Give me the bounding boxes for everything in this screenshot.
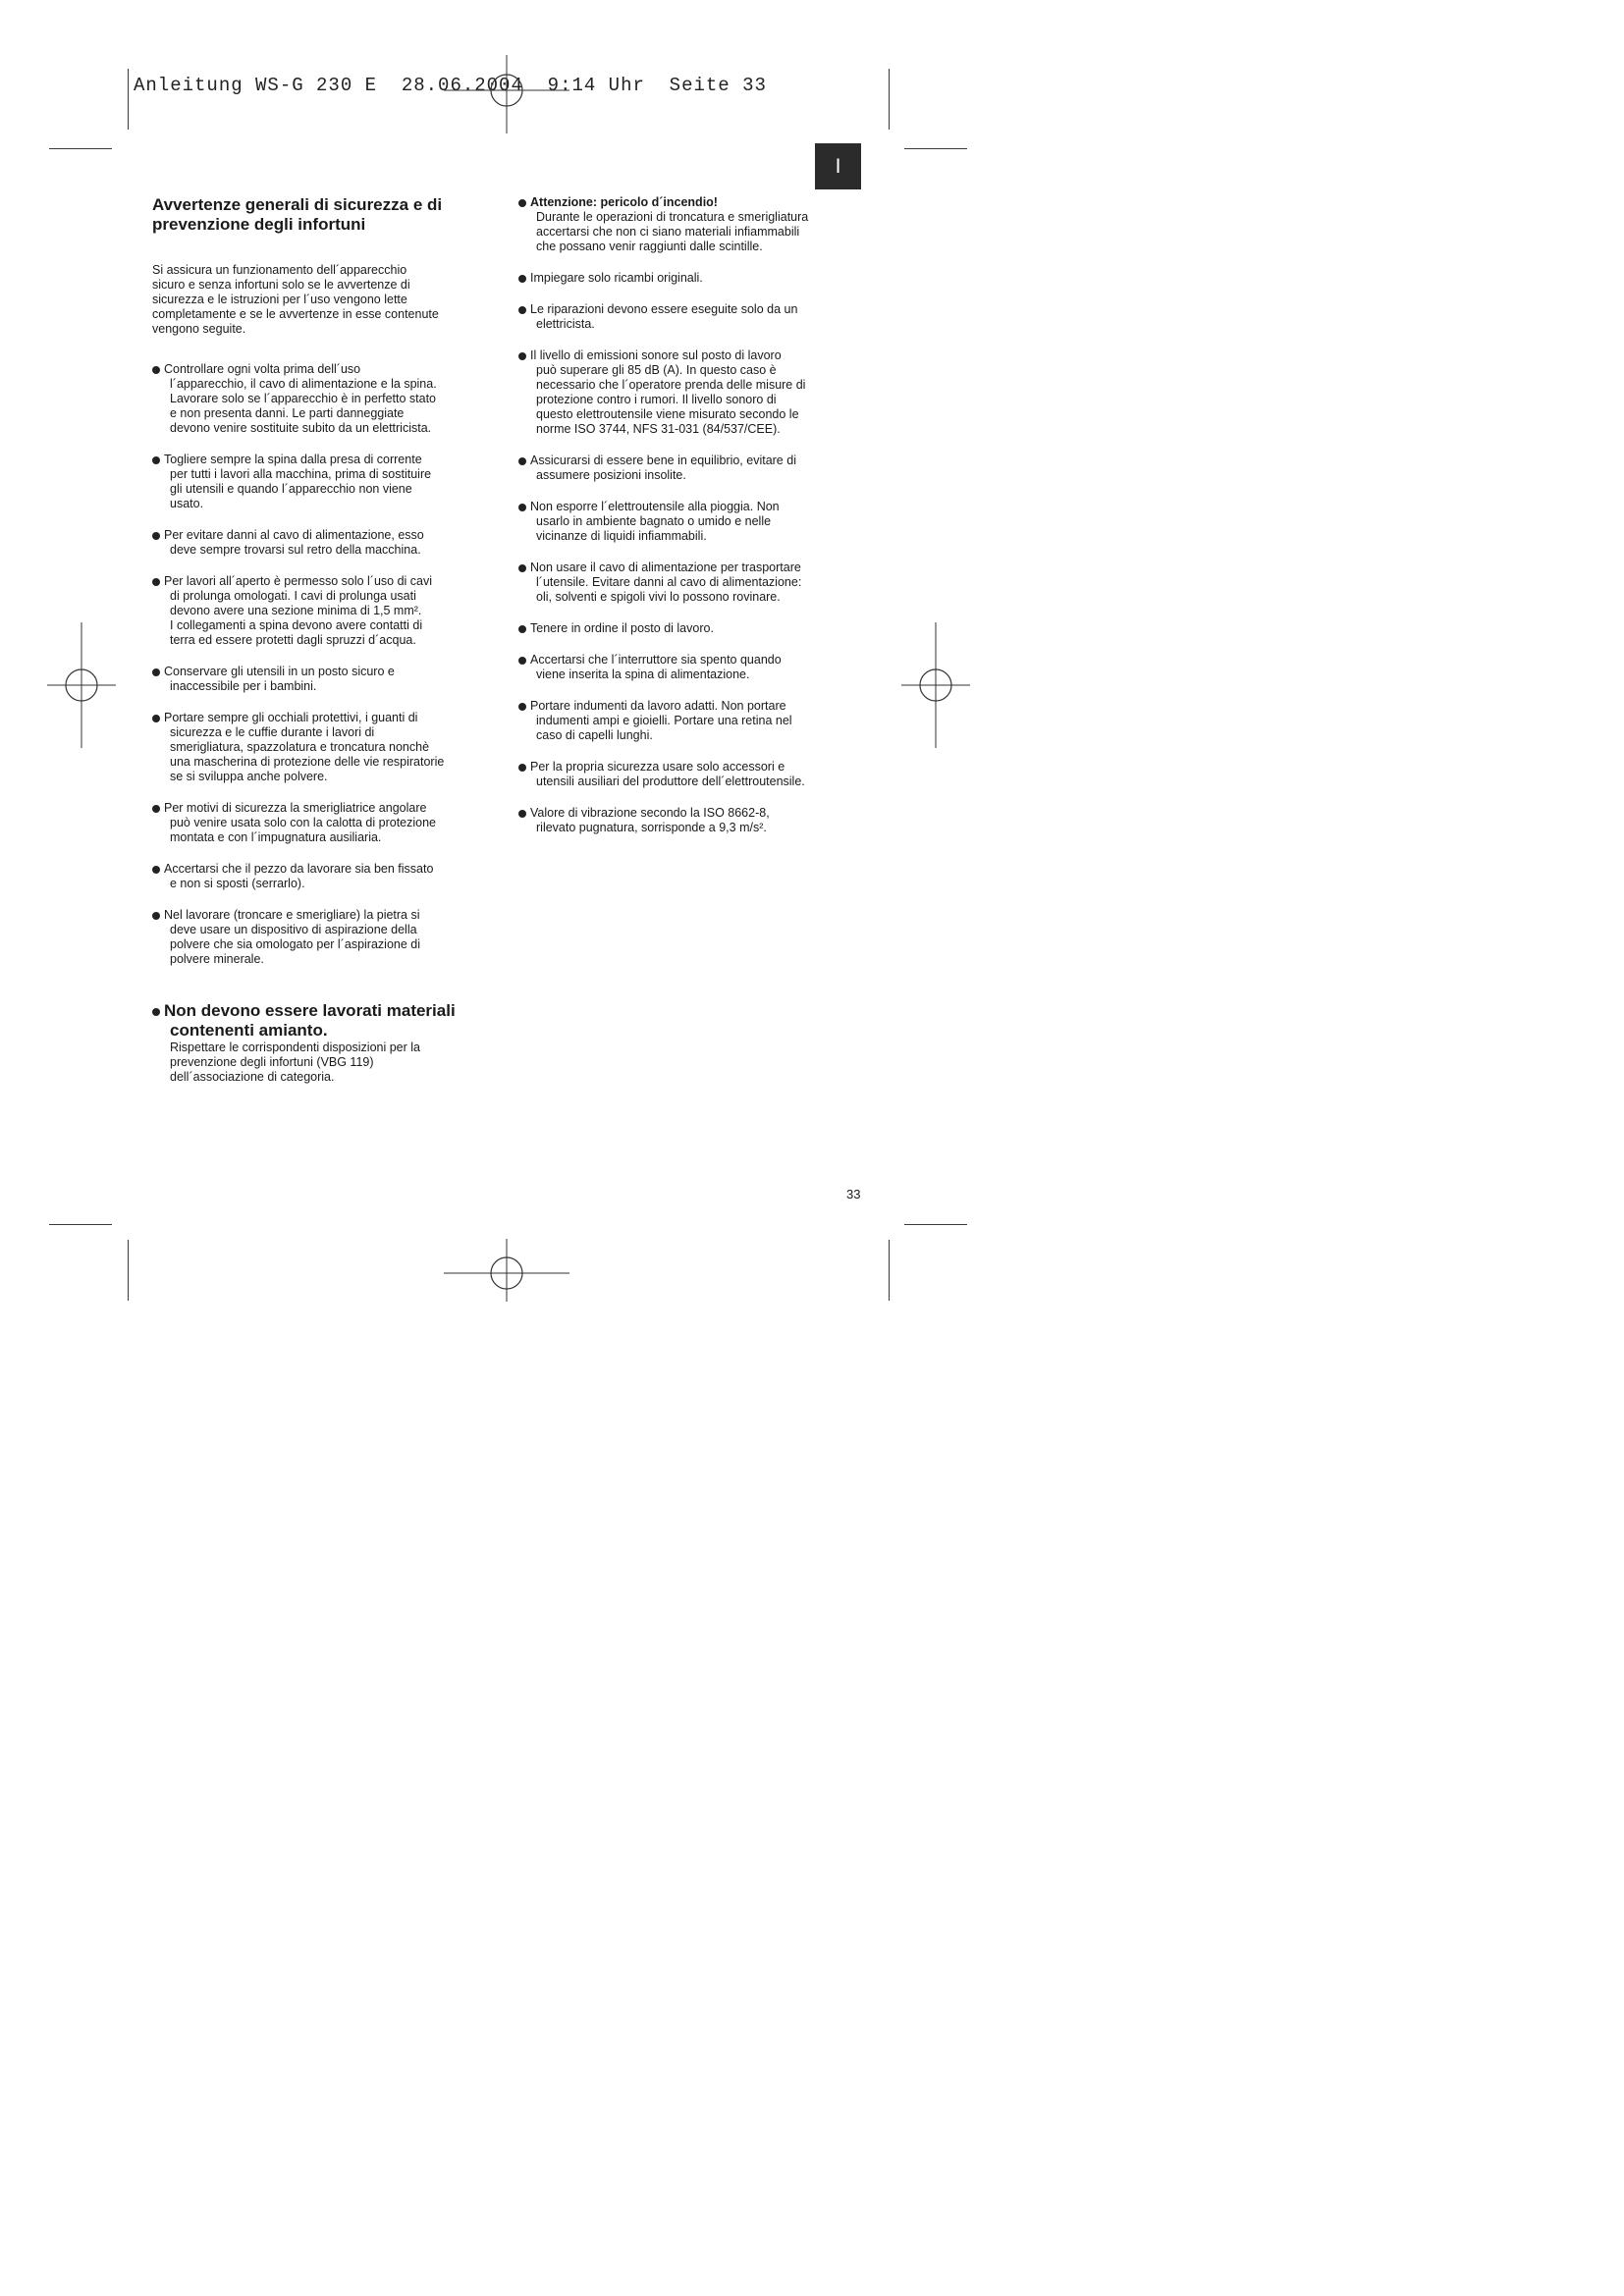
bullet-item-line: e non presenta danni. Le parti danneggiate (170, 406, 405, 420)
bullet-item-line: vicinanze di liquidi infiammabili. (536, 529, 707, 543)
bullet-icon (518, 564, 526, 572)
asbestos-notice-text (164, 1041, 498, 1085)
bullet-item-line: devono avere una sezione minima di 1,5 mm². (170, 604, 422, 617)
notice-title-line: contenenti amianto. (170, 1021, 328, 1040)
bullet-icon (518, 199, 526, 207)
bullet-item-line: Portare sempre gli occhiali protettivi, i guanti di (164, 711, 418, 724)
crop-mark (889, 69, 890, 130)
bullet-item-line: può superare gli 85 dB (A). In questo caso è (536, 363, 777, 377)
bullet-item-line: terra ed essere protetti dagli spruzzi d´acqua. (170, 633, 416, 647)
bullet-item-line: assumere posizioni insolite. (536, 468, 686, 482)
bullet-item-line: l´utensile. Evitare danni al cavo di alimentazione: (536, 575, 802, 589)
bullet-icon (518, 306, 526, 314)
bullet-item-line: usarlo in ambiente bagnato o umido e nelle (536, 514, 772, 528)
bullet-item-line: Le riparazioni devono essere eseguite solo da un (530, 302, 798, 316)
left-bullet-list (152, 362, 498, 967)
bullet-item (518, 454, 864, 483)
bullet-item-line: Togliere sempre la spina dalla presa di corrente (164, 453, 422, 466)
bullet-icon (152, 715, 160, 722)
bullet-item-line: inaccessibile per i bambini. (170, 679, 317, 693)
bullet-item-line: Accertarsi che l´interruttore sia spento quando (530, 653, 782, 667)
bullet-item-line: Per lavori all´aperto è permesso solo l´uso di cavi (164, 574, 433, 588)
crop-mark (889, 1240, 890, 1301)
bullet-icon (152, 532, 160, 540)
bullet-item-line: una mascherina di protezione delle vie respiratorie (170, 755, 445, 769)
bullet-item (152, 362, 498, 436)
bullet-item-line: Il livello di emissioni sonore sul posto di lavoro (530, 348, 782, 362)
crop-mark (904, 1224, 967, 1225)
bullet-icon (518, 625, 526, 633)
bullet-icon (152, 866, 160, 874)
bullet-item-line: polvere che sia omologato per l´aspirazione di (170, 937, 421, 951)
bullet-icon (518, 275, 526, 283)
bullet-item-line: indumenti ampi e gioielli. Portare una retina nel (536, 714, 792, 727)
bullet-item-line: rilevato pugnatura, sorrisponde a 9,3 m/s². (536, 821, 767, 834)
bullet-item-line: se si sviluppa anche polvere. (170, 770, 328, 783)
page-number: 33 (846, 1187, 861, 1201)
registration-mark-icon (444, 55, 569, 133)
bullet-item-line: Portare indumenti da lavoro adatti. Non portare (530, 699, 786, 713)
bullet-item (518, 760, 864, 789)
bullet-item-line: necessario che l´operatore prenda delle misure di (536, 378, 806, 392)
bullet-item-line: usato. (170, 497, 204, 510)
bullet-item (518, 699, 864, 743)
bullet-item-line: utensili ausiliari del produttore dell´elettroutensile. (536, 774, 805, 788)
bullet-item (518, 271, 864, 286)
bullet-item-line: Lavorare solo se l´apparecchio è in perfetto stato (170, 392, 436, 405)
bullet-item-line: questo elettroutensile viene misurato secondo le (536, 407, 799, 421)
bullet-icon (518, 703, 526, 711)
bullet-item (518, 348, 864, 437)
bullet-icon (152, 578, 160, 586)
bullet-item (518, 653, 864, 682)
bullet-item (518, 561, 864, 605)
notice-title-line: Non devono essere lavorati materiali (164, 1001, 456, 1020)
bullet-item-line: gli utensili e quando l´apparecchio non viene (170, 482, 412, 496)
bullet-item-line: di prolunga omologati. I cavi di prolunga usati (170, 589, 416, 603)
bullet-icon (518, 657, 526, 665)
bullet-item (152, 711, 498, 784)
bullet-item-line: montata e con l´impugnatura ausiliaria. (170, 830, 382, 844)
bullet-item-line: I collegamenti a spina devono avere contatti di (170, 618, 423, 632)
bullet-item-line: smerigliatura, spazzolatura e troncatura nonchè (170, 740, 430, 754)
bullet-icon (152, 366, 160, 374)
bullet-icon (518, 764, 526, 772)
bullet-item-line: Per la propria sicurezza usare solo accessori e (530, 760, 785, 774)
bullet-icon (518, 352, 526, 360)
crop-mark (49, 1224, 112, 1225)
section-title-line: Avvertenze generali di sicurezza e di (152, 195, 443, 214)
bullet-item-line: deve usare un dispositivo di aspirazione della (170, 923, 417, 936)
intro-paragraph (152, 263, 498, 337)
crop-mark (128, 69, 129, 130)
bullet-icon (518, 504, 526, 511)
bullet-item-line: Conservare gli utensili in un posto sicuro e (164, 665, 395, 678)
bullet-item-line: che possano venir raggiunti dalle scintille. (536, 240, 763, 253)
crop-mark (49, 148, 112, 149)
bullet-item (152, 801, 498, 845)
bullet-icon (518, 457, 526, 465)
bullet-icon (152, 1008, 160, 1016)
bullet-item-line: Impiegare solo ricambi originali. (530, 271, 703, 285)
asbestos-notice (152, 1001, 498, 1085)
right-column (518, 195, 864, 852)
intro-line: Si assicura un funzionamento dell´apparecchio (152, 263, 407, 277)
intro-line: sicuro e senza infortuni solo se le avvertenze di (152, 278, 410, 292)
bullet-item-line: Tenere in ordine il posto di lavoro. (530, 621, 714, 635)
notice-text-line: dell´associazione di categoria. (170, 1070, 335, 1084)
section-title (152, 195, 498, 235)
bullet-item-line: polvere minerale. (170, 952, 264, 966)
language-tab: I (815, 143, 861, 189)
bullet-item-line: Non usare il cavo di alimentazione per trasportare (530, 561, 801, 574)
slug-line: Anleitung WS-G 230 E 28.06.2004 9:14 Uhr Seite 33 (134, 75, 767, 96)
bullet-item (152, 574, 498, 648)
bullet-item-line: può venire usata solo con la calotta di protezione (170, 816, 437, 829)
bullet-item-line: accertarsi che non ci siano materiali infiammabili (536, 225, 800, 239)
bullet-item-line: Durante le operazioni di troncatura e smerigliatura (536, 210, 809, 224)
notice-text-line: Rispettare le corrispondenti disposizioni per la (170, 1041, 420, 1054)
bullet-item-line: Controllare ogni volta prima dell´uso (164, 362, 361, 376)
bullet-item-line: Accertarsi che il pezzo da lavorare sia ben fissato (164, 862, 434, 876)
bullet-item-line: l´apparecchio, il cavo di alimentazione e la spina. (170, 377, 437, 391)
asbestos-notice-title (164, 1001, 498, 1041)
bullet-item-line: viene inserita la spina di alimentazione. (536, 667, 750, 681)
bullet-icon (152, 668, 160, 676)
bullet-item-line: Valore di vibrazione secondo la ISO 8662-8, (530, 806, 770, 820)
bullet-item-line: norme ISO 3744, NFS 31-031 (84/537/CEE). (536, 422, 781, 436)
bullet-item (518, 500, 864, 544)
bullet-item-line: per tutti i lavori alla macchina, prima di sostituire (170, 467, 432, 481)
bullet-item-line: sicurezza e le cuffie durante i lavori di (170, 725, 375, 739)
bullet-item-line: Non esporre l´elettroutensile alla pioggia. Non (530, 500, 780, 513)
bullet-item-line: elettricista. (536, 317, 595, 331)
notice-text-line: prevenzione degli infortuni (VBG 119) (170, 1055, 374, 1069)
bullet-item-line: Per evitare danni al cavo di alimentazione, esso (164, 528, 424, 542)
bullet-item-line: caso di capelli lunghi. (536, 728, 653, 742)
bullet-icon (152, 456, 160, 464)
bullet-item (152, 908, 498, 967)
bullet-item-line: protezione contro i rumori. Il livello sonoro di (536, 393, 777, 406)
bullet-icon (152, 805, 160, 813)
crop-mark (904, 148, 967, 149)
bullet-item (152, 665, 498, 694)
registration-mark-icon (444, 1239, 569, 1302)
bullet-icon (152, 912, 160, 920)
bullet-item-line: Per motivi di sicurezza la smerigliatrice angolare (164, 801, 427, 815)
bullet-item-line: deve sempre trovarsi sul retro della macchina. (170, 543, 421, 557)
bullet-item-line: Assicurarsi di essere bene in equilibrio, evitare di (530, 454, 796, 467)
crop-mark (128, 1240, 129, 1301)
bullet-item-line: Attenzione: pericolo d´incendio! (530, 195, 718, 209)
bullet-item-line: oli, solventi e spigoli vivi lo possono rovinare. (536, 590, 781, 604)
bullet-item (152, 453, 498, 511)
bullet-item (152, 528, 498, 558)
bullet-item (518, 302, 864, 332)
bullet-item (518, 806, 864, 835)
left-column (152, 195, 498, 1085)
right-bullet-list (518, 195, 864, 835)
bullet-item-line: e non si sposti (serrarlo). (170, 877, 305, 890)
registration-mark-icon (901, 622, 970, 748)
bullet-item (518, 621, 864, 636)
bullet-item (518, 195, 864, 254)
registration-mark-icon (47, 622, 116, 748)
intro-line: sicurezza e le istruzioni per l´uso vengono lette (152, 293, 407, 306)
bullet-item-line: devono venire sostituite subito da un elettricista. (170, 421, 432, 435)
section-title-line: prevenzione degli infortuni (152, 215, 366, 234)
intro-line: vengono seguite. (152, 322, 246, 336)
bullet-item (152, 862, 498, 891)
bullet-item-line: Nel lavorare (troncare e smerigliare) la pietra si (164, 908, 420, 922)
intro-line: completamente e se le avvertenze in esse contenute (152, 307, 439, 321)
bullet-icon (518, 810, 526, 818)
